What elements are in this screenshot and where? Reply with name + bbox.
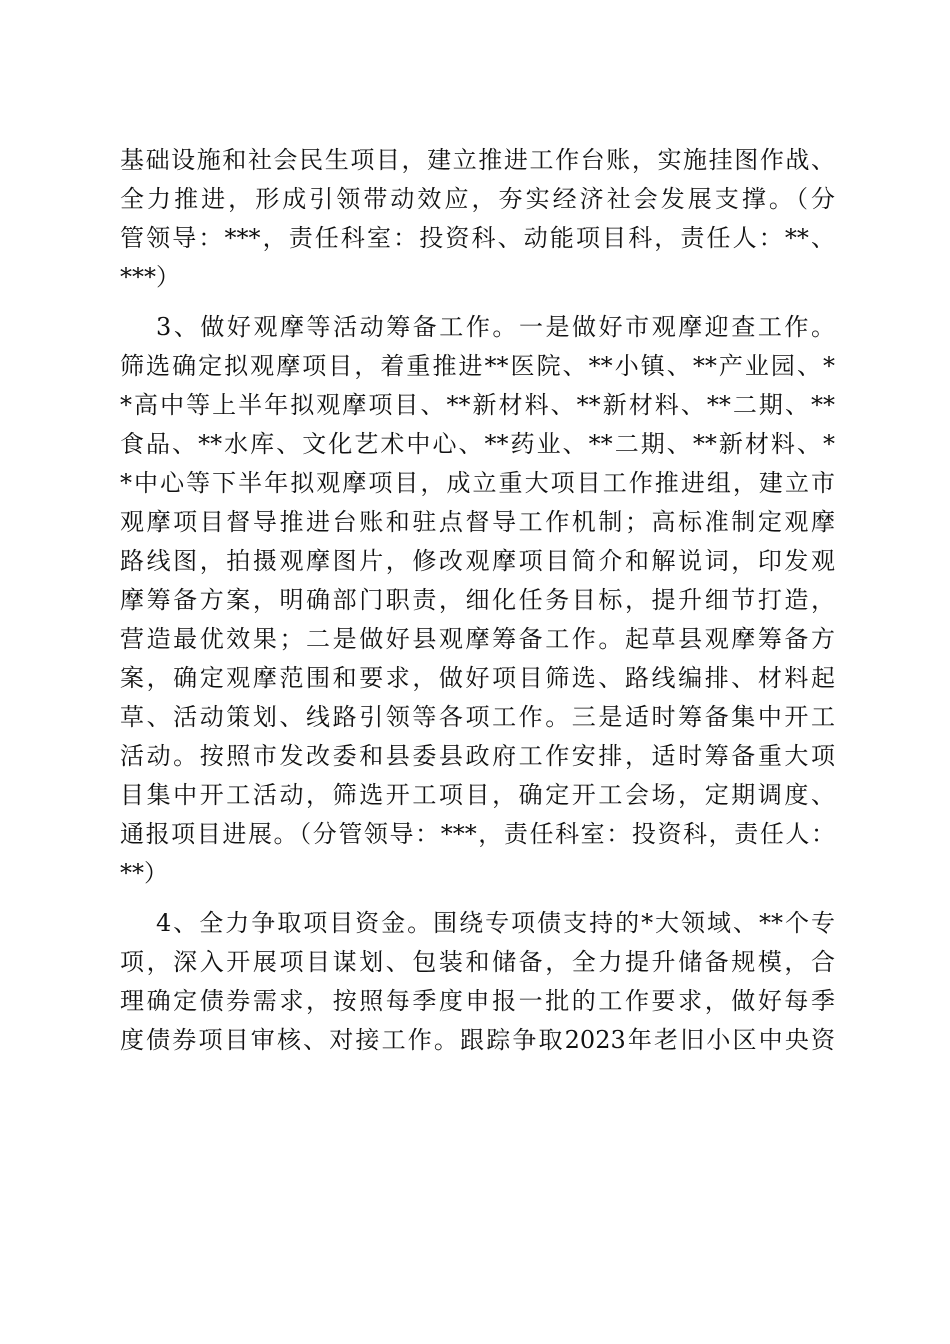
document-body bbox=[120, 141, 835, 1060]
text-line: 营造最优效果；二是做好县观摩筹备工作。起草县观摩筹备方 bbox=[120, 625, 835, 653]
text-line: 活动。按照市发改委和县委县政府工作安排，适时筹备重大项 bbox=[120, 742, 835, 770]
text-line: *中心等下半年拟观摩项目，成立重大项目工作推进组，建立市 bbox=[120, 469, 835, 497]
text-line: 度债券项目审核、对接工作。跟踪争取2023年老旧小区中央资 bbox=[120, 1026, 835, 1054]
paragraph-gap bbox=[120, 297, 835, 308]
text-line: 项，深入开展项目谋划、包装和储备，全力提升储备规模，合 bbox=[120, 948, 835, 976]
text-line: 草、活动策划、线路引领等各项工作。三是适时筹备集中开工 bbox=[120, 703, 835, 731]
paragraph-gap bbox=[120, 893, 835, 904]
text-line: 基础设施和社会民生项目，建立推进工作台账，实施挂图作战、 bbox=[120, 146, 835, 174]
text-line: 案，确定观摩范围和要求，做好项目筛选、路线编排、材料起 bbox=[120, 664, 835, 692]
text-line: 管领导：***，责任科室：投资科、动能项目科，责任人：**、 bbox=[120, 224, 835, 252]
text-line: 全力推进，形成引领带动效应，夯实经济社会发展支撑。（分 bbox=[120, 185, 835, 213]
text-line: **） bbox=[120, 859, 168, 887]
paragraph-first-line: 4、全力争取项目资金。围绕专项债支持的*大领域、**个专 bbox=[156, 909, 835, 937]
text-line: ***） bbox=[120, 263, 180, 291]
text-line: *高中等上半年拟观摩项目、**新材料、**新材料、**二期、** bbox=[120, 391, 835, 419]
text-line: 食品、**水库、文化艺术中心、**药业、**二期、**新材料、* bbox=[120, 430, 835, 458]
text-line: 筛选确定拟观摩项目，着重推进**医院、**小镇、**产业园、* bbox=[120, 352, 835, 380]
text-line: 通报项目进展。（分管领导：***，责任科室：投资科，责任人： bbox=[120, 820, 835, 848]
text-line: 目集中开工活动，筛选开工项目，确定开工会场，定期调度、 bbox=[120, 781, 835, 809]
text-line: 摩筹备方案，明确部门职责，细化任务目标，提升细节打造， bbox=[120, 586, 835, 614]
text-line: 路线图，拍摄观摩图片，修改观摩项目简介和解说词，印发观 bbox=[120, 547, 835, 575]
text-line: 观摩项目督导推进台账和驻点督导工作机制；高标准制定观摩 bbox=[120, 508, 835, 536]
text-line: 理确定债券需求，按照每季度申报一批的工作要求，做好每季 bbox=[120, 987, 835, 1015]
paragraph-first-line: 3、做好观摩等活动筹备工作。一是做好市观摩迎查工作。 bbox=[156, 313, 835, 341]
